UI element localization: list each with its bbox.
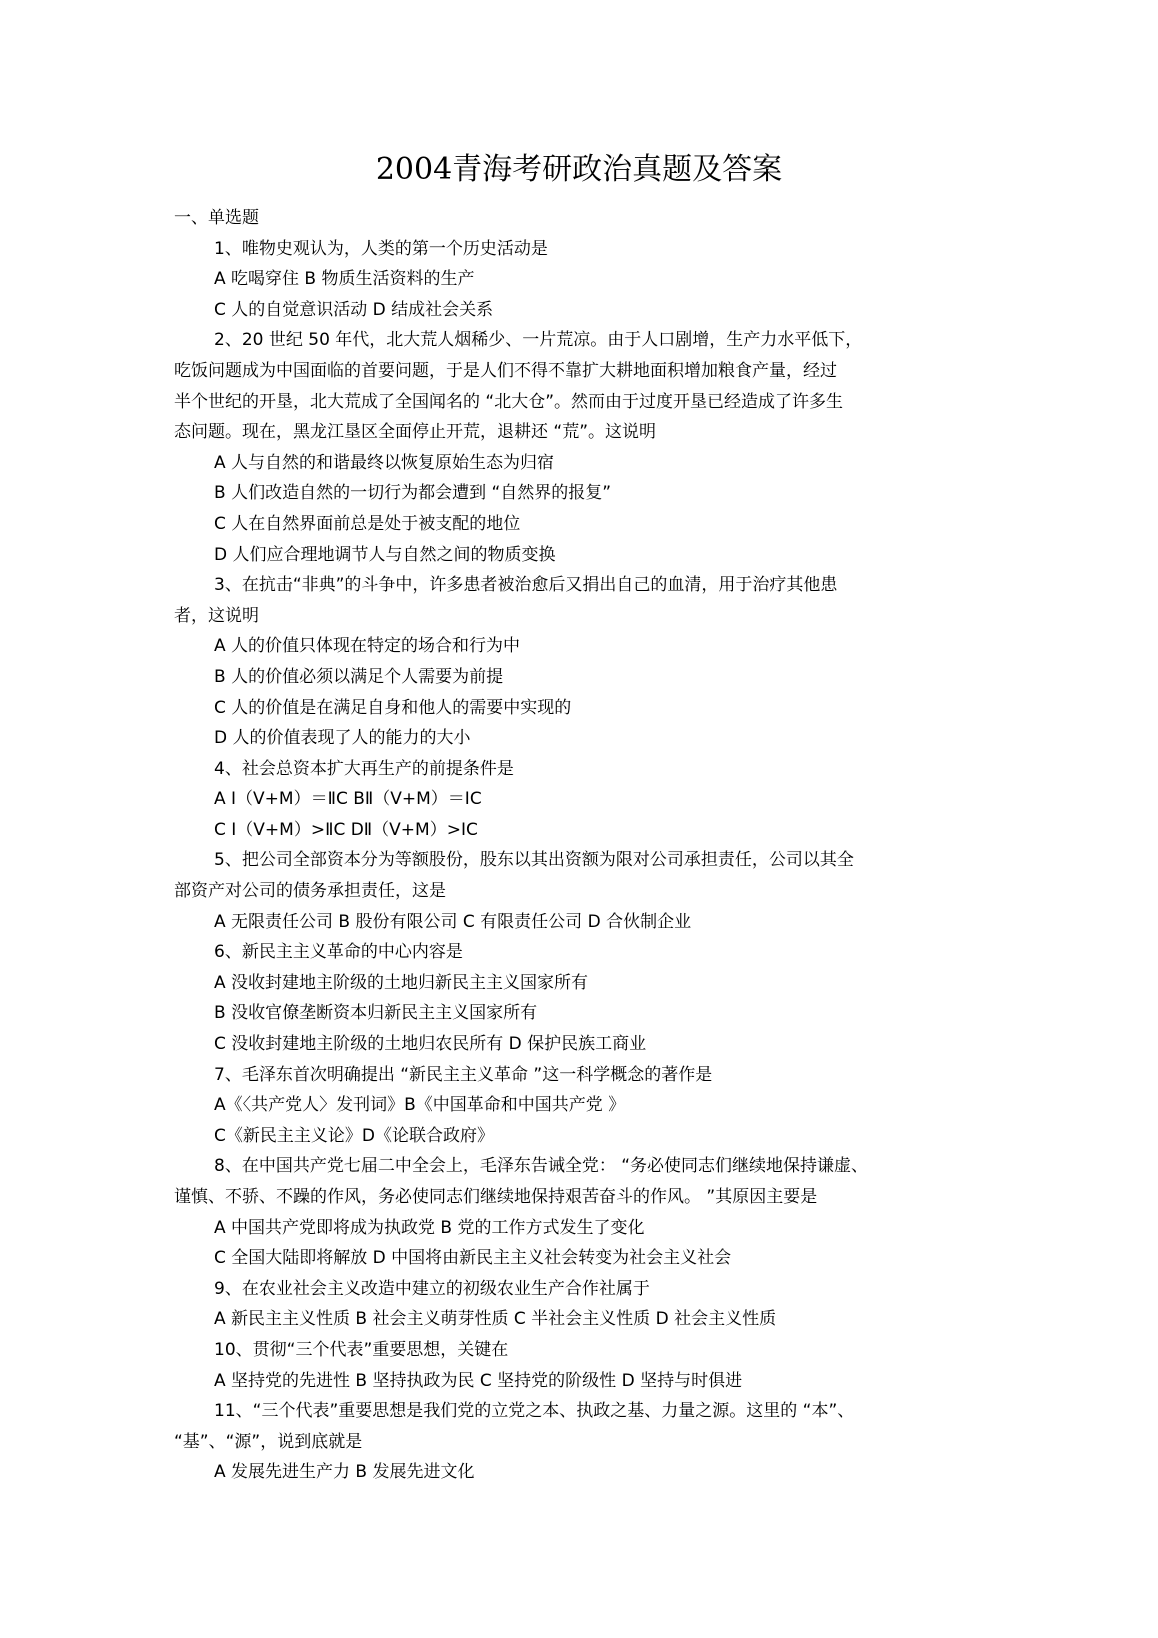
- text-line: C 没收封建地主阶级的土地归农民所有 D 保护民族工商业: [214, 1034, 647, 1055]
- text-line: C 人在自然界面前总是处于被支配的地位: [214, 513, 521, 534]
- text-line: D 人的价值表现了人的能力的大小: [214, 728, 471, 749]
- text-line: 9、在农业社会主义改造中建立的初级农业生产合作社属于: [214, 1278, 650, 1299]
- text-line: B 没收官僚垄断资本归新民主主义国家所有: [214, 1003, 538, 1024]
- text-line: 态问题。现在，黑龙江垦区全面停止开荒，退耕还 “荒”。这说明: [174, 422, 657, 443]
- text-line: A Ⅰ（V+M）＝ⅡC BⅡ（V+M）＝ⅠC: [214, 789, 482, 810]
- text-line: C《新民主主义论》D《论联合政府》: [214, 1125, 494, 1146]
- text-line: 10、贯彻“三个代表”重要思想，关键在: [214, 1339, 509, 1360]
- text-line: 2、20 世纪 50 年代，北大荒人烟稀少、一片荒凉。由于人口剧增，生产力水平低下，: [214, 330, 863, 351]
- document-title: 2004青海考研政治真题及答案: [375, 152, 783, 187]
- text-line: 吃饭问题成为中国面临的首要问题，于是人们不得不靠扩大耕地面积增加粮食产量，经过: [174, 360, 837, 381]
- text-line: 部资产对公司的债务承担责任，这是: [174, 881, 446, 902]
- section-heading: 一、单选题: [174, 208, 259, 228]
- text-line: 5、把公司全部资本分为等额股份，股东以其出资额为限对公司承担责任，公司以其全: [214, 850, 854, 871]
- text-line: 11、“三个代表”重要思想是我们党的立党之本、执政之基、力量之源。这里的 “本”、: [214, 1401, 855, 1422]
- text-line: 4、社会总资本扩大再生产的前提条件是: [214, 758, 514, 779]
- text-line: B 人们改造自然的一切行为都会遭到 “自然界的报复”: [214, 483, 612, 504]
- text-line: 6、新民主主义革命的中心内容是: [214, 942, 463, 963]
- text-line: A《〈共产党人〉发刊词》B《中国革命和中国共产党 》: [214, 1095, 626, 1116]
- text-line: 半个世纪的开垦，北大荒成了全国闻名的 “北大仓”。然而由于过度开垦已经造成了许多生: [174, 391, 844, 412]
- text-line: A 坚持党的先进性 B 坚持执政为民 C 坚持党的阶级性 D 坚持与时俱进: [214, 1370, 743, 1391]
- text-line: C 人的价值是在满足自身和他人的需要中实现的: [214, 697, 572, 718]
- text-line: A 吃喝穿住 B 物质生活资料的生产: [214, 269, 475, 290]
- text-line: A 新民主主义性质 B 社会主义萌芽性质 C 半社会主义性质 D 社会主义性质: [214, 1309, 777, 1330]
- text-line: A 人与自然的和谐最终以恢复原始生态为归宿: [214, 452, 555, 473]
- text-line: D 人们应合理地调节人与自然之间的物质变换: [214, 544, 556, 565]
- text-line: C 全国大陆即将解放 D 中国将由新民主主义社会转变为社会主义社会: [214, 1248, 732, 1269]
- text-line: 谨慎、不骄、不躁的作风，务必使同志们继续地保持艰苦奋斗的作风。 ”其原因主要是: [174, 1187, 818, 1207]
- text-line: 7、毛泽东首次明确提出 “新民主主义革命 ”这一科学概念的著作是: [214, 1064, 713, 1085]
- text-line: “基”、“源”，说到底就是: [174, 1431, 363, 1452]
- document-body: [174, 203, 994, 1488]
- text-line: A 发展先进生产力 B 发展先进文化: [214, 1462, 475, 1483]
- text-line: A 中国共产党即将成为执政党 B 党的工作方式发生了变化: [214, 1217, 645, 1238]
- text-line: A 没收封建地主阶级的土地归新民主主义国家所有: [214, 972, 589, 993]
- text-line: 1、唯物史观认为，人类的第一个历史活动是: [214, 238, 548, 259]
- text-line: 8、在中国共产党七届二中全会上，毛泽东告诫全党： “务必使同志们继续地保持谦虚、: [214, 1156, 869, 1177]
- text-line: 3、在抗击“非典”的斗争中，许多患者被治愈后又捐出自己的血清，用于治疗其他患: [214, 575, 838, 596]
- text-line: A 无限责任公司 B 股份有限公司 C 有限责任公司 D 合伙制企业: [214, 911, 692, 932]
- text-line: 者，这说明: [174, 605, 259, 626]
- text-line: A 人的价值只体现在特定的场合和行为中: [214, 636, 521, 657]
- text-line: B 人的价值必须以满足个人需要为前提: [214, 666, 504, 687]
- text-line: C 人的自觉意识活动 D 结成社会关系: [214, 299, 494, 320]
- text-line: C Ⅰ（V+M）>ⅡC DⅡ（V+M）>ⅠC: [214, 819, 478, 840]
